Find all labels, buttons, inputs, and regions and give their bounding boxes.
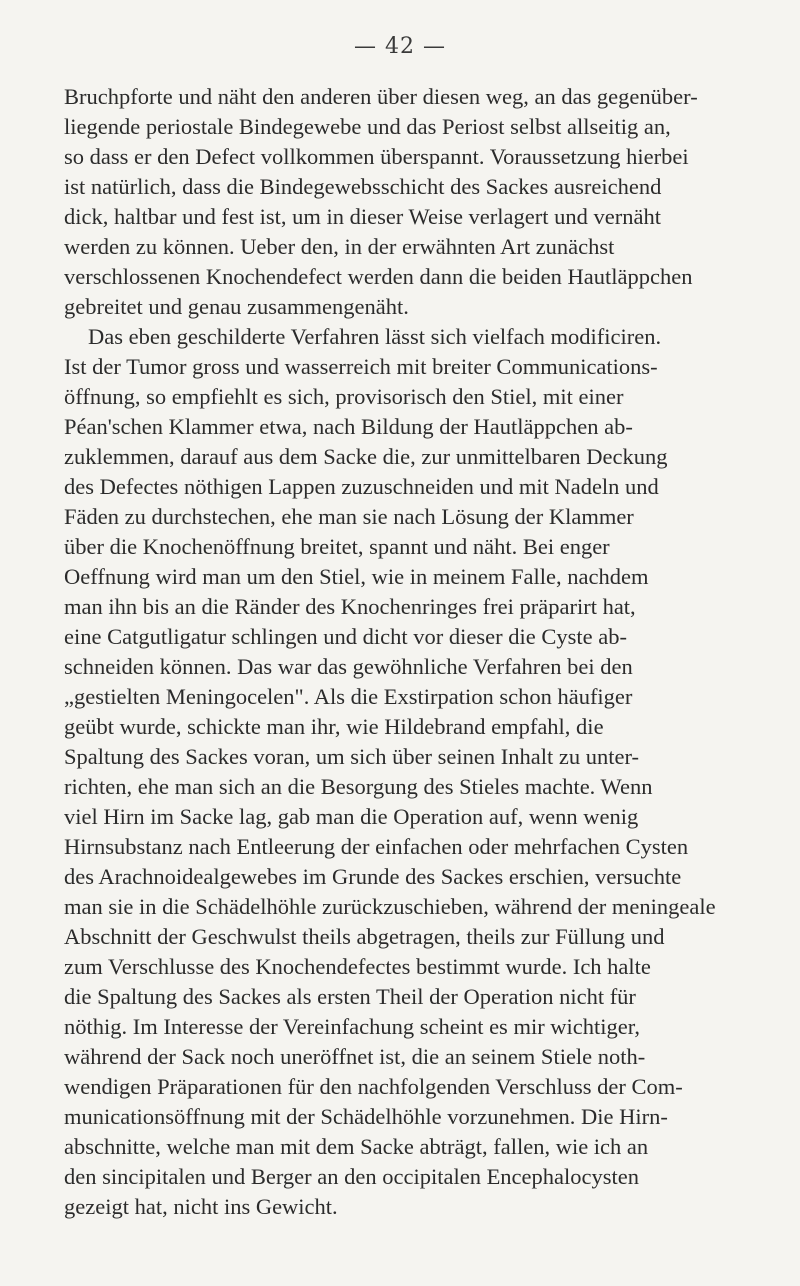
text-line: municationsöffnung mit der Schädelhöhle vorzunehmen. Die Hirn- (64, 1104, 668, 1129)
text-line: zuklemmen, darauf aus dem Sacke die, zur unmittelbaren Deckung (64, 444, 668, 469)
text-line: des Defectes nöthigen Lappen zuzuschneiden und mit Nadeln und (64, 474, 659, 499)
text-line: schneiden können. Das war das gewöhnliche Verfahren bei den (64, 654, 633, 679)
text-line: über die Knochenöffnung breitet, spannt und näht. Bei enger (64, 534, 610, 559)
text-line: zum Verschlusse des Knochendefectes bestimmt wurde. Ich halte (64, 954, 651, 979)
text-line: geübt wurde, schickte man ihr, wie Hildebrand empfahl, die (64, 714, 604, 739)
text-line: werden zu können. Ueber den, in der erwähnten Art zunächst (64, 234, 615, 259)
text-line: ist natürlich, dass die Bindegewebsschicht des Sackes ausreichend (64, 174, 662, 199)
text-line: während der Sack noch uneröffnet ist, die an seinem Stiele noth- (64, 1044, 646, 1069)
text-line: des Arachnoidealgewebes im Grunde des Sackes erschien, versuchte (64, 864, 682, 889)
text-line: man ihn bis an die Ränder des Knochenringes frei präparirt hat, (64, 594, 636, 619)
text-line: Péan'schen Klammer etwa, nach Bildung der Hautläppchen ab- (64, 414, 633, 439)
text-line: Das eben geschilderte Verfahren lässt sich vielfach modificiren. (88, 324, 662, 349)
text-line: gezeigt hat, nicht ins Gewicht. (64, 1194, 338, 1219)
text-line: Fäden zu durchstechen, ehe man sie nach Lösung der Klammer (64, 504, 634, 529)
text-line: abschnitte, welche man mit dem Sacke abträgt, fallen, wie ich an (64, 1134, 649, 1159)
text-line: Spaltung des Sackes voran, um sich über seinen Inhalt zu unter- (64, 744, 640, 769)
text-line: richten, ehe man sich an die Besorgung des Stieles machte. Wenn (64, 774, 653, 799)
text-line: so dass er den Defect vollkommen überspannt. Voraussetzung hierbei (64, 144, 689, 169)
text-line: öffnung, so empfiehlt es sich, provisorisch den Stiel, mit einer (64, 384, 624, 409)
text-line: viel Hirn im Sacke lag, gab man die Operation auf, wenn wenig (64, 804, 639, 829)
text-line: verschlossenen Knochendefect werden dann die beiden Hautläppchen (64, 264, 693, 289)
text-line: Hirnsubstanz nach Entleerung der einfachen oder mehrfachen Cysten (64, 834, 689, 859)
text-line: dick, haltbar und fest ist, um in dieser Weise verlagert und vernäht (64, 204, 661, 229)
text-line: nöthig. Im Interesse der Vereinfachung scheint es mir wichtiger, (64, 1014, 641, 1039)
text-line: wendigen Präparationen für den nachfolgenden Verschluss der Com- (64, 1074, 683, 1099)
page-number: — 42 — (354, 34, 446, 59)
text-line: Bruchpforte und näht den anderen über diesen weg, an das gegenüber- (64, 84, 698, 109)
text-line: die Spaltung des Sackes als ersten Theil der Operation nicht für (64, 984, 636, 1009)
text-line: den sincipitalen und Berger an den occipitalen Encephalocysten (64, 1164, 640, 1189)
text-line: Ist der Tumor gross und wasserreich mit breiter Communications- (64, 354, 658, 379)
text-line: Abschnitt der Geschwulst theils abgetragen, theils zur Füllung und (64, 924, 665, 949)
text-line: „gestielten Meningocelen". Als die Exstirpation schon häufiger (64, 684, 633, 709)
text-line: eine Catgutligatur schlingen und dicht vor dieser die Cyste ab- (64, 624, 627, 649)
text-line: gebreitet und genau zusammengenäht. (64, 294, 409, 319)
text-line: Oeffnung wird man um den Stiel, wie in meinem Falle, nachdem (64, 564, 649, 589)
text-line: man sie in die Schädelhöhle zurückzuschieben, während der meningeale (64, 894, 716, 919)
text-line: liegende periostale Bindegewebe und das Periost selbst allseitig an, (64, 114, 671, 139)
